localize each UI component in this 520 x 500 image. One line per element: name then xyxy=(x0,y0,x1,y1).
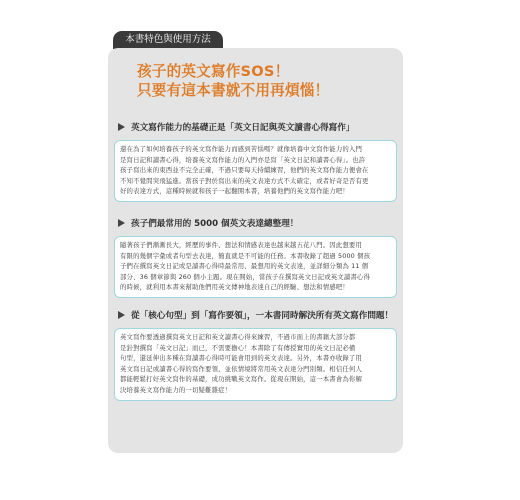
body-line: 是寫日記和讀書心得，培養英文寫作能力的入門亦是寫「英文日記和讀書心得」。也許 xyxy=(120,155,366,164)
section-tab: 本書特色與使用方法 xyxy=(113,31,223,49)
section-1-title xyxy=(118,122,403,134)
body-line: 還在為了如何培養孩子的英文寫作能力而感到苦惱嗎？就像培養中文寫作能力的入門 xyxy=(120,145,363,153)
body-line: 子們在撰寫英文日記或是讀書心得時最常用、最想用的英文表達，並詳細分類為 11 個 xyxy=(120,262,369,270)
section-3-title xyxy=(118,310,403,322)
triangle-bullet-icon xyxy=(118,123,125,131)
section-2-title-text: 孩子們最常用的 5000 個英文表達總整理！ xyxy=(131,219,299,229)
section-3-title-text: 從「核心句型」到「寫作要領」，一本書同時解決所有英文寫作問題！ xyxy=(131,311,394,321)
body-line: 句型，還延伸出多種在寫讀書心得時可能會用到的英文表達。另外，本書亦收錄了用 xyxy=(120,354,363,362)
body-line: 隨著孩子們漸漸長大，經歷的事件、想法和情感表達也越來越五花八門。因此想要用 xyxy=(120,241,363,249)
triangle-bullet-icon xyxy=(118,219,125,227)
body-line: 英文寫作要透過撰寫英文日記和英文讀書心得來練習，不過市面上的書籍大部分都 xyxy=(120,333,356,341)
body-line: 英文寫日記或讀書心得的寫作要領，並依情境將常用英文表達分門別類。相信任何人 xyxy=(120,364,363,373)
body-line: 不知不覺間突飛猛進。當孩子對於寫出來的英文表達方式不太確定，或者好奇是否有更 xyxy=(120,176,369,185)
headline-line-1: 孩子的英文寫作SOS！ xyxy=(137,63,290,80)
section-2-body xyxy=(114,236,397,298)
body-line: 孩子寫出來的東西並不完全正確，不過只要每天持續練習，他們的英文寫作能力便會在 xyxy=(120,166,369,174)
section-3-body xyxy=(114,328,397,401)
page-headline xyxy=(137,62,397,100)
body-line: 是針對撰寫「英文日記」而已，不需要擔心！本書除了有傳授實用的英文日記必備 xyxy=(120,343,356,352)
body-line: 部分、36 個章節與 260 個小主題。現在開始，當孩子在撰寫英文日記或英文讀書心得 xyxy=(120,272,371,281)
body-line: 決培養英文寫作能力的一切疑難雜症！ xyxy=(120,385,232,394)
body-line: 都能輕鬆打好英文寫作的基礎，成功挑戰英文寫作。從現在開始，這一本書會為你解 xyxy=(120,375,363,383)
triangle-bullet-icon xyxy=(118,311,125,319)
section-1-body xyxy=(114,140,397,202)
section-1-title-text: 英文寫作能力的基礎正是「英文日記與英文讀書心得寫作」 xyxy=(131,123,355,133)
section-2-title xyxy=(118,218,403,230)
headline-line-2: 只要有這本書就不用再煩惱！ xyxy=(137,82,330,99)
body-line: 好的表達方式，這種時候就和孩子一起翻開本書，培養他們的英文寫作能力吧！ xyxy=(120,187,349,195)
body-line: 的時候，就利用本書來幫助他們用英文傳神地表達自己的經驗、想法和情感吧！ xyxy=(120,283,349,291)
body-line: 有限的幾個字彙或者句型去表達，簡直就是不可能的任務。本書收錄了超過 5000 個孩 xyxy=(120,251,371,260)
